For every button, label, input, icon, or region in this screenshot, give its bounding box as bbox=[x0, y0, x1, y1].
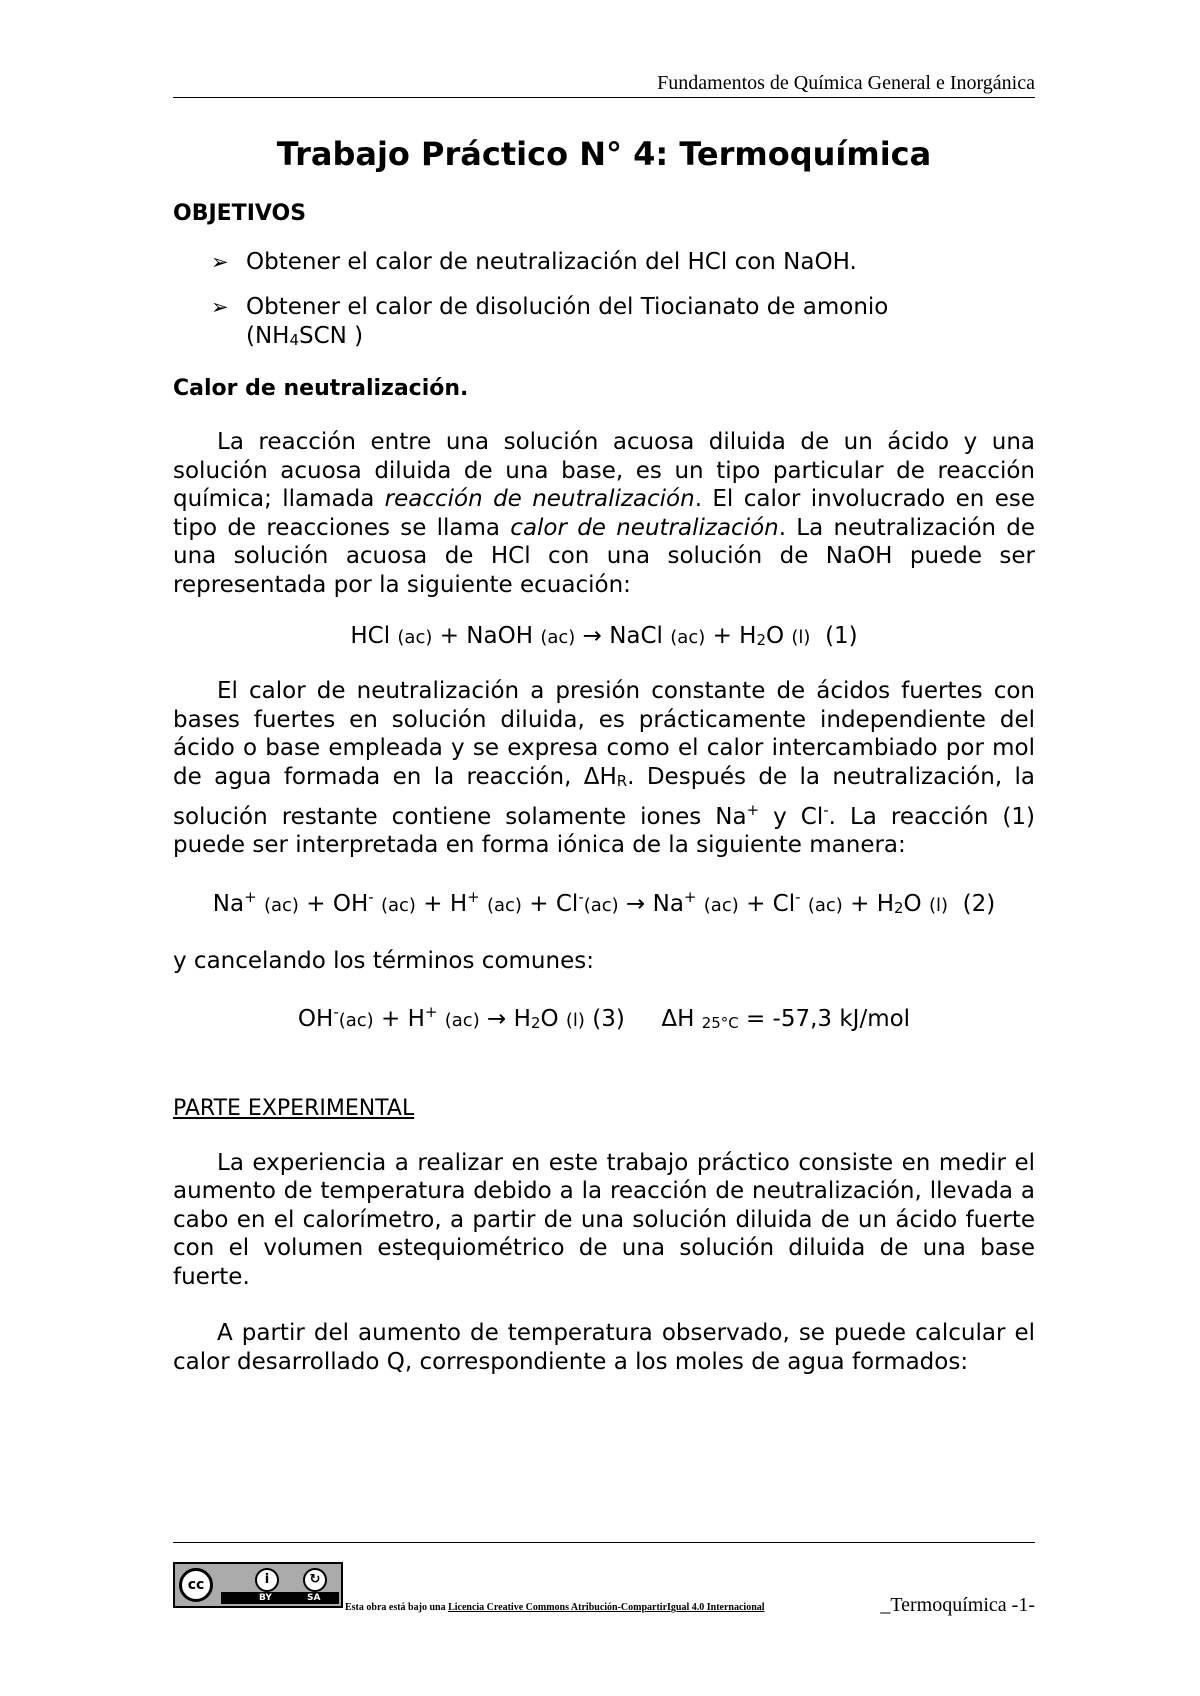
eq-state: (ac) bbox=[338, 1010, 374, 1032]
equation-1 bbox=[173, 621, 1035, 655]
eq-atom: O bbox=[765, 623, 785, 650]
eq-atom: H bbox=[513, 1006, 531, 1033]
eq-state: (ac) bbox=[540, 627, 576, 649]
eq-state: (l) bbox=[791, 627, 811, 649]
cc-by-sa-badge bbox=[173, 1562, 343, 1608]
eq-term: OH bbox=[332, 890, 369, 917]
objective-item bbox=[173, 248, 1035, 277]
experimental-paragraph-1: La experiencia a realizar en este trabajo práctico consiste en medir el aumento de temperatura debido a la reacción de neutralización, llevada a cabo en el calorímetro, a partir de una solución diluida de un ácido fuerte con el volumen estequiométrico de una solución diluida de una base fuerte. bbox=[173, 1149, 1035, 1290]
eq-arrow: → bbox=[582, 623, 602, 650]
eq-operator: + bbox=[529, 890, 549, 917]
formula-part: (NH bbox=[246, 323, 290, 349]
eq-state: (ac) bbox=[380, 894, 416, 916]
eq-term: OH bbox=[297, 1006, 334, 1033]
eq-operator: + bbox=[712, 623, 732, 650]
neutralization-heading: Calor de neutralización. bbox=[173, 376, 469, 402]
eq-state: (ac) bbox=[670, 627, 706, 649]
eq-arrow: → bbox=[487, 1006, 507, 1033]
eq-number: (3) bbox=[592, 1006, 625, 1033]
by-label: BY bbox=[259, 1593, 272, 1603]
experimental-paragraph-2: A partir del aumento de temperatura observado, se puede calcular el calor desarrollado Q, correspondiente a los moles de agua formados: bbox=[173, 1320, 1035, 1375]
eq-number: (1) bbox=[825, 623, 858, 650]
license-prefix: Esta obra está bajo una bbox=[345, 1602, 449, 1613]
eq-superscript: + bbox=[244, 887, 257, 906]
cancel-text: y cancelando los términos comunes: bbox=[173, 947, 594, 974]
eq-term: NaOH bbox=[466, 623, 533, 650]
formula-part: SCN ) bbox=[299, 323, 364, 349]
eq-atom: O bbox=[903, 890, 922, 917]
eq-term: Na bbox=[652, 890, 684, 917]
running-header: Fundamentos de Química General e Inorgánica bbox=[657, 72, 1035, 94]
license-text bbox=[345, 1602, 765, 1613]
eq-term: NaCl bbox=[609, 623, 663, 650]
eq-term: H bbox=[449, 890, 468, 917]
text-run: El calor de neutralización a presión constante de ácidos fuertes con bases fuertes en solución diluida, es prácticamente independiente del ácido o base empleada y se expresa como el calor intercambiado por mol de agua formada en la reacción, ΔH bbox=[173, 678, 1035, 790]
eq-value: = -57,3 kJ/mol bbox=[745, 1006, 911, 1033]
eq-operator: + bbox=[439, 623, 459, 650]
eq-term bbox=[739, 623, 784, 649]
eq-state: (ac) bbox=[397, 627, 433, 649]
superscript: - bbox=[823, 800, 829, 819]
eq-superscript: - bbox=[333, 1003, 339, 1022]
cc-badge-strip bbox=[221, 1592, 339, 1604]
equation-3 bbox=[173, 997, 1035, 1038]
eq-superscript: + bbox=[683, 887, 697, 906]
sa-label: SA bbox=[307, 1593, 321, 1603]
superscript: + bbox=[746, 800, 760, 819]
page-number: _Termoquímica -1- bbox=[880, 1594, 1035, 1616]
eq-subscript: 25°C bbox=[701, 1014, 739, 1033]
text-run: . El calor involucrado en ese tipo de reacciones se llama bbox=[173, 486, 1035, 541]
eq-state: (l) bbox=[565, 1010, 585, 1032]
header-rule bbox=[173, 97, 1035, 98]
objective-item bbox=[173, 293, 1035, 355]
emphasis-text: reacción de neutralización bbox=[384, 486, 695, 513]
text-run: La reacción entre una solución acuosa diluida de un ácido y una solución acuosa diluida de una base, es un tipo particular de reacción química; llamada bbox=[173, 429, 1035, 513]
eq-term: HCl bbox=[350, 623, 391, 650]
eq-term: Cl bbox=[772, 890, 796, 917]
eq-state: (ac) bbox=[807, 894, 843, 916]
eq-superscript: + bbox=[467, 887, 480, 906]
eq-state: (l) bbox=[928, 894, 948, 916]
eq-superscript: - bbox=[578, 887, 584, 906]
eq-term: Na bbox=[212, 890, 245, 917]
eq-operator: + bbox=[381, 1006, 401, 1033]
text-run: . La reacción (1) puede ser interpretada en forma iónica de la siguiente manera: bbox=[173, 803, 1035, 859]
formula-subscript: 4 bbox=[289, 331, 299, 350]
subscript: R bbox=[616, 772, 628, 791]
eq-subscript: 2 bbox=[756, 631, 766, 650]
emphasis-text: calor de neutralización bbox=[510, 514, 779, 541]
equation-2 bbox=[173, 882, 1035, 923]
eq-operator: + bbox=[306, 890, 326, 917]
text-run: . La neutralización de una solución acuosa de HCl con una solución de NaOH puede ser representada por la siguiente ecuación: bbox=[173, 514, 1035, 598]
arrow-bullet-icon: ➢ bbox=[211, 250, 229, 274]
eq-superscript: - bbox=[368, 887, 374, 906]
license-link[interactable]: Licencia Creative Commons Atribución-CompartirIgual 4.0 Internacional bbox=[448, 1602, 765, 1613]
page-content bbox=[173, 128, 1035, 1376]
eq-state: (ac) bbox=[703, 894, 739, 916]
page-title: Trabajo Práctico N° 4: Termoquímica bbox=[276, 135, 932, 173]
eq-subscript: 2 bbox=[894, 898, 904, 917]
experimental-heading: PARTE EXPERIMENTAL bbox=[173, 1095, 415, 1121]
text-run: y Cl bbox=[759, 803, 824, 830]
eq-state: (ac) bbox=[583, 894, 619, 916]
objectives-list bbox=[173, 248, 1035, 355]
text-run: . Después de la neutralización, la solución restante contiene solamente iones Na bbox=[173, 763, 1035, 830]
eq-operator: + bbox=[746, 890, 766, 917]
objectives-heading: OBJETIVOS bbox=[173, 201, 307, 226]
objective-text: Obtener el calor de disolución del Tiocianato de amonio bbox=[246, 294, 889, 320]
eq-atom: H bbox=[739, 623, 757, 650]
eq-subscript: 2 bbox=[530, 1014, 541, 1033]
eq-superscript: - bbox=[795, 887, 801, 906]
objective-text: Obtener el calor de neutralización del HCl con NaOH. bbox=[246, 249, 857, 275]
cc-logo-icon: cc bbox=[179, 1568, 213, 1602]
share-alike-icon: ↻ bbox=[303, 1568, 327, 1592]
eq-arrow: → bbox=[626, 890, 646, 917]
footer-rule bbox=[173, 1542, 1035, 1543]
neutralization-paragraph bbox=[173, 428, 1035, 599]
eq-term bbox=[877, 891, 922, 917]
eq-term: Cl bbox=[555, 890, 579, 917]
eq-state: (ac) bbox=[263, 894, 299, 916]
eq-atom: H bbox=[876, 890, 894, 917]
neutralization-heat-paragraph bbox=[173, 677, 1035, 859]
eq-number: (2) bbox=[962, 890, 996, 917]
eq-term: H bbox=[407, 1006, 425, 1033]
eq-operator: + bbox=[850, 890, 870, 917]
arrow-bullet-icon: ➢ bbox=[211, 295, 229, 319]
eq-state: (ac) bbox=[444, 1010, 480, 1032]
eq-atom: O bbox=[540, 1006, 559, 1033]
eq-enthalpy: ΔH bbox=[661, 1006, 695, 1033]
eq-superscript: + bbox=[424, 1003, 438, 1022]
eq-operator: + bbox=[423, 890, 443, 917]
eq-term bbox=[514, 1006, 559, 1032]
attribution-icon: i bbox=[255, 1568, 279, 1592]
eq-state: (ac) bbox=[486, 894, 522, 916]
